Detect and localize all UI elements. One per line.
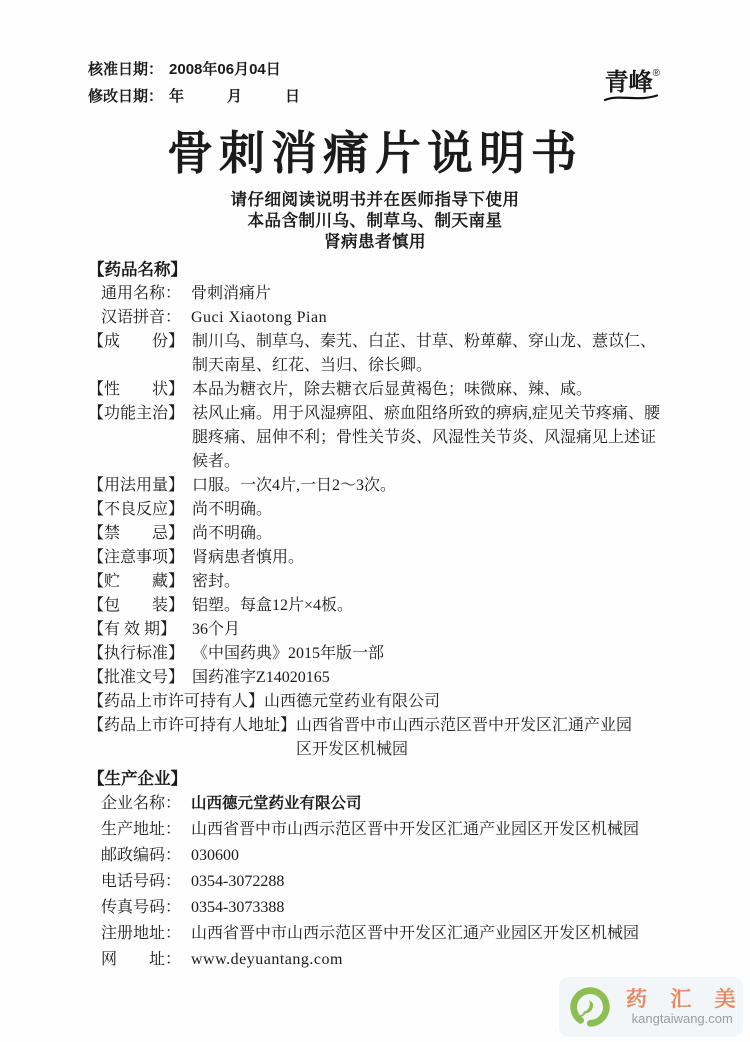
section-row-license-holder — [88, 690, 662, 714]
section-label: 【批准文号】 — [88, 669, 185, 686]
approval-date-row — [88, 56, 314, 83]
section-text: 制川乌、制草乌、秦艽、白芷、甘草、粉萆薢、穿山龙、薏苡仁、制天南星、红花、当归、徐长卿。 — [192, 333, 657, 374]
warning-line: 请仔细阅读说明书并在医师指导下使用 — [230, 191, 520, 209]
section-row-precautions — [88, 546, 662, 570]
field-value: 山西省晋中市山西示范区晋中开发区汇通产业园区开发区机械园 — [191, 821, 640, 838]
field-value: 030600 — [191, 847, 239, 864]
registered-trademark-icon: ® — [652, 68, 660, 79]
section-row-packaging — [88, 594, 662, 618]
postal-code-row — [88, 843, 662, 869]
section-row-indications — [88, 402, 662, 474]
qingfeng-brand-logo — [605, 62, 660, 95]
generic-name-row — [88, 282, 662, 306]
section-text: 山西德元堂药业有限公司 — [264, 693, 441, 710]
section-row-storage — [88, 570, 662, 594]
pinyin-label: 汉语拼音： — [101, 309, 182, 326]
section-label: 【用法用量】 — [88, 477, 185, 494]
company-name-value: 山西德元堂药业有限公司 — [191, 795, 362, 812]
section-text: 国药准字Z14020165 — [192, 669, 330, 686]
generic-name-value: 骨刺消痛片 — [191, 285, 272, 302]
page-header — [88, 56, 662, 110]
qingfeng-logo-swoosh-icon — [603, 93, 659, 102]
section-text: 本品为糖衣片，除去糖衣后显黄褐色；味微麻、辣、咸。 — [192, 381, 593, 398]
section-row-approval-number — [88, 666, 662, 690]
date-block — [88, 56, 314, 110]
website-value: www.deyuantang.com — [191, 951, 343, 968]
pinyin-row — [88, 306, 662, 330]
enso-circle-icon — [566, 983, 614, 1031]
phone-number-row — [88, 869, 662, 895]
watermark-text-block — [620, 988, 745, 1026]
section-row-standard — [88, 642, 662, 666]
registered-address-row — [88, 921, 662, 947]
section-text: 铝塑。每盒12片×4板。 — [192, 597, 354, 614]
section-row-license-holder-address — [88, 714, 662, 762]
website-row — [88, 947, 662, 973]
qingfeng-brand-text: 青峰 — [604, 69, 653, 96]
watermark-brand-text: 药 汇 美 — [626, 987, 745, 1011]
section-text: 密封。 — [192, 573, 241, 590]
fax-number-row — [88, 895, 662, 921]
section-text: 肾病患者慎用。 — [192, 549, 305, 566]
field-value: 0354-3072288 — [191, 873, 285, 890]
section-label: 【性 状】 — [88, 381, 185, 398]
section-row-ingredients — [88, 330, 662, 378]
field-label: 邮政编码： — [101, 847, 182, 864]
section-label: 【有 效 期】 — [88, 621, 177, 638]
revision-date-value: 年 月 日 — [169, 88, 315, 105]
company-name-row — [88, 791, 662, 817]
section-row-adverse-reactions — [88, 498, 662, 522]
section-text: 口服。一次4片,一日2～3次。 — [192, 477, 397, 494]
production-address-row — [88, 817, 662, 843]
warning-block — [88, 190, 662, 253]
section-label: 【贮 藏】 — [88, 573, 185, 590]
revision-date-row — [88, 83, 314, 110]
field-label: 电话号码： — [101, 873, 182, 890]
section-label: 【药品上市许可持有人地址】 — [88, 717, 297, 734]
section-label: 【成 份】 — [88, 333, 185, 350]
section-text: 《中国药典》2015年版一部 — [192, 645, 385, 662]
revision-date-label: 修改日期： — [88, 88, 164, 105]
section-label: 【注意事项】 — [88, 549, 185, 566]
section-label: 【不良反应】 — [88, 501, 185, 518]
section-label: 【功能主治】 — [88, 405, 185, 422]
section-label: 【禁 忌】 — [88, 525, 185, 542]
section-label: 【药品上市许可持有人】 — [88, 693, 265, 710]
pinyin-value: Guci Xiaotong Pian — [191, 309, 328, 326]
kangtaiwang-watermark — [559, 977, 743, 1037]
page-title: 骨刺消痛片说明书 — [167, 127, 583, 179]
section-text: 尚不明确。 — [192, 501, 273, 518]
section-text: 山西省晋中市山西示范区晋中开发区汇通产业园区开发区机械园 — [296, 717, 633, 758]
field-label: 注册地址： — [101, 925, 182, 942]
field-value: 山西省晋中市山西示范区晋中开发区汇通产业园区开发区机械园 — [191, 925, 640, 942]
warning-line: 肾病患者慎用 — [324, 233, 426, 251]
section-text: 36个月 — [192, 621, 241, 638]
manufacturer-section — [88, 767, 662, 973]
section-label: 【包 装】 — [88, 597, 185, 614]
field-label: 生产地址： — [101, 821, 182, 838]
section-row-contraindications — [88, 522, 662, 546]
warning-line: 本品含制川乌、制草乌、制天南星 — [247, 212, 503, 230]
section-text: 祛风止痛。用于风湿痹阻、瘀血阻络所致的痹病,症见关节疼痛、腰腿疼痛、屈伸不利；骨性关节炎、风湿性关节炎、风湿痛见上述证候者。 — [192, 405, 661, 470]
section-row-dosage — [88, 474, 662, 498]
section-row-description — [88, 378, 662, 402]
field-label: 企业名称： — [101, 795, 182, 812]
field-label: 传真号码： — [101, 899, 182, 916]
drug-name-heading: 【药品名称】 — [88, 260, 187, 279]
approval-date-value: 2008年06月04日 — [169, 61, 281, 78]
field-label: 网 址： — [101, 951, 182, 968]
field-value: 0354-3073388 — [191, 899, 285, 916]
section-label: 【执行标准】 — [88, 645, 185, 662]
approval-date-label: 核准日期： — [88, 61, 164, 78]
watermark-site-text: kangtaiwang.com — [631, 1011, 733, 1026]
section-row-shelf-life — [88, 618, 662, 642]
generic-name-label: 通用名称： — [101, 285, 182, 302]
manufacturer-heading: 【生产企业】 — [88, 769, 187, 788]
section-text: 尚不明确。 — [192, 525, 273, 542]
